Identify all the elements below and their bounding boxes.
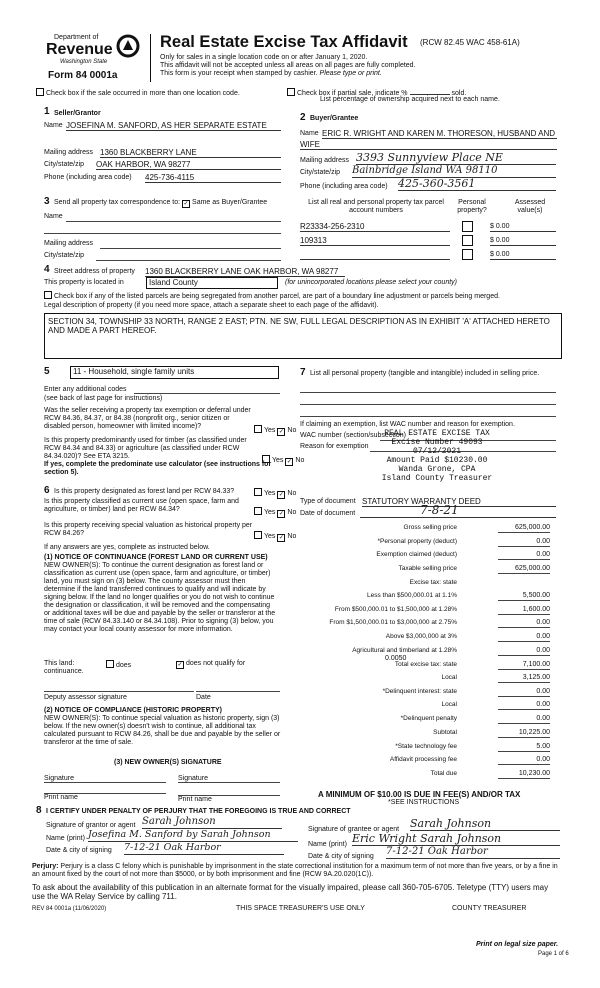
grantor-signature-label: Signature of grantor or agent — [46, 822, 136, 829]
exemption-no-checkbox[interactable]: ✓ — [278, 429, 284, 435]
grantee-date-label: Date & city of signing — [308, 853, 374, 860]
tax-row-value[interactable]: 0.00 — [498, 647, 550, 656]
parcel-number-field[interactable]: 109313 — [300, 236, 450, 246]
corr-city-label: City/state/zip — [44, 252, 85, 259]
seller-mailing-label: Mailing address — [44, 149, 94, 156]
personal-property-label: List all personal property (tangible and intangible) included in selling price. — [310, 370, 540, 377]
grantor-date-city-field[interactable]: 7-12-21 Oak Harbor — [124, 842, 284, 855]
stamp-line: Amount Paid $10230.00 — [386, 456, 488, 465]
exemption-question: Was the seller receiving a property tax exemption or deferral under RCW 84.36, 84.37, or 84.38 (nonprofit org., senior citizen or disabled person, homeowner with limited income)? — [44, 407, 251, 430]
signature-label: Signature — [44, 775, 74, 782]
personal-property-checkbox[interactable] — [462, 249, 473, 260]
note-1: Only for sales in a single location code on or after January 1, 2020. — [160, 54, 368, 61]
notice-continuance-title: (1) NOTICE OF CONTINUANCE (FOREST LAND OR CURRENT USE) — [44, 554, 268, 561]
wac-label: WAC number (section/subsection) — [300, 432, 406, 439]
current-use-question: Is this property classified as current use (open space, farm and agriculture, or timber) land per RCW 84.34? — [44, 498, 239, 513]
grantee-print-name-field[interactable]: Eric Wright Sarah Johnson — [352, 833, 560, 846]
segregated-checkbox[interactable] — [44, 291, 52, 299]
owner-signature-field[interactable] — [44, 782, 166, 783]
owner-print-name-field[interactable] — [178, 795, 280, 796]
tax-row-label: Total due — [430, 770, 457, 777]
corr-mailing-label: Mailing address — [44, 240, 94, 247]
no-label: No — [287, 490, 297, 497]
grantor-date-label: Date & city of signing — [46, 847, 112, 854]
perjury-bold: Perjury: — [32, 863, 59, 870]
buyer-city-label: City/state/zip — [300, 169, 341, 176]
seller-name-label: Name — [44, 122, 63, 129]
tax-row-label: *Delinquent penalty — [400, 715, 457, 722]
tax-row-label: Local — [441, 674, 457, 681]
no-label: No — [295, 457, 305, 464]
stamp-line: 07/12/2021 — [412, 447, 461, 456]
tax-row-label: From $500,000.01 to $1,500,000 at 1.28% — [334, 606, 457, 613]
grantor-name-label: Name (print) — [46, 835, 85, 842]
treasurer-use-label: THIS SPACE TREASURER'S USE ONLY — [236, 905, 365, 912]
this-land-label: This land: — [44, 660, 75, 667]
predominate-use-note: If yes, complete the predominate use calculator (see instructions for section 5). — [44, 461, 272, 476]
buyer-mailing-label: Mailing address — [300, 157, 350, 164]
tax-row-label: Above $3,000,000 at 3% — [385, 633, 457, 640]
new-owner-signature-title: (3) NEW OWNER(S) SIGNATURE — [114, 759, 222, 766]
tax-row-value[interactable]: 0.00 — [498, 688, 550, 697]
reason-label: Reason for exemption — [300, 443, 369, 450]
same-as-buyer-checkbox[interactable]: ✓ — [183, 201, 189, 207]
owner-signature-field[interactable] — [178, 782, 280, 783]
page-number: Page 1 of 6 — [538, 951, 569, 957]
no-label: No — [287, 427, 297, 434]
corr-city-field[interactable] — [96, 260, 281, 261]
personal-property-field[interactable] — [300, 392, 556, 393]
exemption-yes-checkbox[interactable] — [254, 425, 262, 433]
grantee-signature-label: Signature of grantee or agent — [308, 826, 400, 833]
dept-line2: Revenue — [46, 41, 113, 58]
signature-label: Signature — [178, 775, 208, 782]
buyer-name-field[interactable]: ERIC R. WRIGHT AND KAREN M. THORESON, HUSBAND AND — [322, 129, 556, 138]
tax-row-label: *Personal property (deduct) — [377, 538, 457, 545]
seller-city-field[interactable]: OAK HARBOR, WA 98277 — [96, 160, 281, 170]
parcel-number-field[interactable] — [300, 250, 450, 260]
tax-row-value[interactable]: 0.00 — [498, 715, 550, 724]
tax-row-value[interactable]: 5.00 — [498, 743, 550, 752]
dor-logo — [40, 34, 145, 82]
answers-note: If any answers are yes, complete as instructed below. — [44, 544, 210, 551]
tax-row-value[interactable]: 625,000.00 — [498, 565, 550, 574]
print-name-label: Print name — [44, 794, 78, 801]
stamp-line: Excise Number 49093 — [391, 438, 483, 447]
no-label: No — [287, 533, 297, 540]
seller-city-label: City/state/zip — [44, 161, 85, 168]
timber-question: Is this property predominantly used for timber (as classified under RCW 84.34 and 84.33) or agriculture (as classified under RCW 84.34.020)? See ETA 3215. — [44, 437, 247, 460]
buyer-name-line2[interactable]: WIFE — [300, 140, 557, 150]
timber-no-checkbox[interactable]: ✓ — [286, 459, 292, 465]
form-number: Form 84 0001a — [48, 70, 118, 81]
grantee-name-label: Name (print) — [308, 841, 347, 848]
doc-type-field[interactable]: STATUTORY WARRANTY DEED — [362, 497, 556, 507]
rcw-citation: (RCW 82.45 WAC 458-61A) — [420, 38, 520, 47]
tax-row-value[interactable]: 0.00 — [498, 633, 550, 642]
legal-size-note: Print on legal size paper. — [476, 941, 559, 948]
ownership-note: List percentage of ownership acquired next to each name. — [320, 96, 500, 103]
forest-yes-checkbox[interactable] — [254, 488, 262, 496]
tax-row-value[interactable]: 1,600.00 — [498, 606, 550, 615]
land-does-checkbox[interactable] — [106, 660, 114, 668]
grantor-print-name-field[interactable]: Josefina M. Sanford by Sarah Johnson — [88, 829, 298, 842]
correspondence-label: Send all property tax correspondence to: — [54, 199, 181, 206]
deputy-label: Deputy assessor signature — [44, 694, 127, 701]
dept-line3: Washington State — [60, 59, 108, 65]
legal-label: Legal description of property (if you need more space, attach a separate sheet to each page of the affidavit). — [44, 302, 379, 309]
tax-row-label: Total excise tax: state — [394, 661, 457, 668]
seller-heading: Seller/Grantor — [54, 110, 101, 117]
notice-compliance-title: (2) NOTICE OF COMPLIANCE (HISTORIC PROPERTY) — [44, 707, 222, 714]
notice-compliance-text: NEW OWNER(S): To continue special valuation as historic property, sign (3) below. If the new owner(s) doesn't wish to continue, all additional tax calculated pursuant to RCW 84.26, shall be due and payable by the seller or transferor at the time of sale. — [44, 715, 281, 746]
does-not-label: does not qualify for — [186, 660, 246, 667]
doc-date-label: Date of document — [300, 510, 356, 517]
tax-row-value[interactable]: 0.00 — [498, 619, 550, 628]
revision-label: REV 84 0001a (11/06/2020) — [32, 906, 107, 912]
tax-row-label: Exemption claimed (deduct) — [376, 551, 457, 558]
personal-property-checkbox[interactable] — [462, 235, 473, 246]
tax-row-label: Affidavit processing fee — [389, 756, 457, 763]
certify-statement: I CERTIFY UNDER PENALTY OF PERJURY THAT THE FOREGOING IS TRUE AND CORRECT — [46, 808, 351, 815]
multi-location-label: Check box if the sale occurred in more than one location code. — [46, 90, 240, 97]
corr-mailing-field[interactable] — [100, 248, 281, 249]
yes-label: Yes — [264, 509, 276, 516]
perjury-text: Perjury is a class C felony which is punishable by imprisonment in the state correctional institution for a maximum term of not more than five years, or by a fine in an amount fixed by the court of not more than $5000, or by both imprisonment and fine (RCW 9A.20.020(1C)). — [32, 863, 558, 878]
date-label: Date — [196, 694, 211, 701]
forest-no-checkbox[interactable]: ✓ — [278, 492, 284, 498]
tax-row-value[interactable]: 0.00 — [498, 551, 550, 560]
stamp-line: REAL ESTATE EXCISE TAX — [384, 429, 490, 438]
seller-mailing-field[interactable]: 1360 BLACKBERRY LANE — [100, 148, 281, 158]
personal-property-checkbox[interactable] — [462, 221, 473, 232]
buyer-heading: Buyer/Grantee — [310, 115, 359, 122]
grantee-signature-field[interactable]: Sarah Johnson — [410, 818, 560, 831]
parcel-number-field[interactable]: R23334-256-2310 — [300, 222, 450, 232]
stamp-line: Wanda Grone, CPA — [398, 465, 476, 474]
page-title: Real Estate Excise Tax Affidavit — [160, 33, 408, 51]
tax-row-label: Gross selling price — [403, 524, 457, 531]
historic-question: Is this property receiving special valuation as historical property per RCW 84.26? — [44, 522, 253, 537]
buyer-mailing-field[interactable]: 3393 Sunnyview Place NE — [356, 152, 556, 165]
dor-emblem-icon — [116, 34, 140, 63]
land-does-not-checkbox[interactable]: ✓ — [177, 662, 183, 668]
minimum-fee-note: A MINIMUM OF $10.00 IS DUE IN FEE(S) AND/OR TAX — [318, 790, 521, 799]
stamp-line: Island County Treasurer — [381, 474, 493, 483]
tax-row-label: *Delinquent interest: state — [382, 688, 457, 695]
additional-codes-field[interactable] — [134, 393, 280, 394]
tax-row-label: Excise tax: state — [409, 579, 457, 586]
yes-label: Yes — [264, 490, 276, 497]
tax-row-value[interactable]: 0.00 — [498, 538, 550, 547]
note-2: This affidavit will not be accepted unless all areas on all pages are fully completed. — [160, 62, 416, 69]
tax-row-label: From $1,500,000.01 to $3,000,000 at 2.75% — [329, 619, 457, 626]
tax-row-value[interactable]: 3,125.00 — [498, 674, 550, 683]
notice-continuance-text: NEW OWNER(S): To continue the current designation as forest land or classification as current use (open space, farm and agriculture, or timber) land, you must sign on (3) below. The county assessor must then determine if the land transferred continues to qualify and will indicate by signing below. If the land no longer qualifies or you do not wish to continue the designation or classification, it will be removed and the compensating or additional taxes will be due and payable by the seller or transferor at the time of sale (RCW 84.33.140 or 84.34.108). Prior to signing (3) below, you may contact your local county assessor for more information. — [44, 562, 276, 633]
additional-codes-label: Enter any additional codes — [44, 386, 127, 393]
assessed-value-field[interactable]: $ 0.00 — [490, 223, 556, 232]
note-3b: Please type or print. — [319, 70, 382, 77]
land-use-code-select[interactable]: 11 - Household, single family units — [70, 366, 279, 379]
perjury-statement — [32, 863, 562, 879]
tax-row-value[interactable]: 7,100.00 — [498, 661, 550, 670]
yes-label: Yes — [264, 427, 276, 434]
tax-row-label: Taxable selling price — [398, 565, 457, 572]
current-use-no-checkbox[interactable]: ✓ — [278, 511, 284, 517]
legal-description-field[interactable]: SECTION 34, TOWNSHIP 33 NORTH, RANGE 2 EAST; PTN. NE SW, FULL LEGAL DESCRIPTION AS IN EXHIBIT 'A' ATTACHED HERETO AND MADE A PART HEREOF. — [44, 313, 562, 359]
see-instructions-note: *SEE INSTRUCTIONS — [388, 799, 460, 806]
corr-name-field[interactable] — [66, 221, 281, 222]
seller-phone-field[interactable]: 425-736-4115 — [145, 173, 281, 183]
assessed-value-field[interactable]: $ 0.00 — [490, 251, 556, 260]
historic-no-checkbox[interactable]: ✓ — [278, 535, 284, 541]
tax-row-label: Agricultural and timberland at 1.28% — [352, 647, 457, 654]
grantee-date-city-field[interactable]: 7-12-21 Oak Harbor — [386, 846, 560, 859]
yes-label: Yes — [272, 457, 284, 464]
multi-location-checkbox[interactable] — [36, 88, 44, 96]
tax-row-value[interactable]: 10,230.00 — [498, 770, 550, 779]
parcel-col-header: List all real and personal property tax parcel account numbers — [308, 199, 444, 214]
codes-note: (see back of last page for instructions) — [44, 395, 163, 402]
located-note: (for unincorporated locations please select your county) — [285, 279, 457, 286]
buyer-city-field[interactable]: Bainbridge Island WA 98110 — [352, 165, 556, 178]
owner-print-name-field[interactable] — [44, 793, 166, 794]
no-label: No — [287, 509, 297, 516]
does-label: does — [116, 662, 132, 669]
buyer-phone-field[interactable]: 425-360-3561 — [398, 178, 556, 191]
seller-phone-label: Phone (including area code) — [44, 174, 132, 181]
buyer-name-label: Name — [300, 130, 319, 137]
treasurer-stamp — [372, 429, 502, 483]
note-3: This form is your receipt when stamped by cashier. — [160, 70, 318, 77]
yes-label: Yes — [264, 533, 276, 540]
current-use-yes-checkbox[interactable] — [254, 507, 262, 515]
seller-name-field[interactable]: JOSEFINA M. SANFORD, AS HER SEPARATE ESTATE — [66, 121, 281, 131]
personal-col-header: Personal property? — [457, 199, 487, 214]
tax-row-label: Subtotal — [433, 729, 457, 736]
buyer-phone-label: Phone (including area code) — [300, 183, 388, 190]
doc-type-label: Type of document — [300, 498, 356, 505]
tax-row-value[interactable]: 0.00 — [498, 701, 550, 710]
partial-sale-percent-field[interactable] — [410, 94, 450, 95]
exemption-note: If claiming an exemption, list WAC number and reason for exemption. — [300, 421, 515, 428]
tax-row-value[interactable]: 0.00 — [498, 756, 550, 765]
accessibility-note: To ask about the availability of this publication in an alternate format for the visually impaired, please call 360-705-6705. Teletype (TTY) users may use the WA Relay Service by calling 711. — [32, 883, 549, 901]
located-label: This property is located in — [44, 279, 124, 286]
street-label: Street address of property — [54, 268, 135, 275]
dept-line1: Department of — [54, 34, 99, 41]
street-address-field[interactable]: 1360 BLACKBERRY LANE OAK HARBOR, WA 98277 — [145, 267, 345, 277]
doc-date-field[interactable]: 7-8-21 — [360, 503, 556, 518]
sold-label: sold. — [451, 90, 467, 97]
county-select[interactable]: Island County — [146, 277, 278, 289]
assessed-col-header: Assessed value(s) — [514, 199, 546, 214]
partial-sale-checkbox[interactable] — [287, 88, 295, 96]
partial-sale-label: Check box if partial sale, indicate % — [297, 90, 408, 97]
tax-row-label: Local — [441, 701, 457, 708]
tax-row-value[interactable]: 625,000.00 — [498, 524, 550, 533]
same-as-buyer-label: Same as Buyer/Grantee — [192, 199, 268, 206]
continuance-label: continuance. — [44, 668, 84, 675]
local-rate-value: 0.0050 — [385, 655, 407, 662]
tax-row-label: Less than $500,000.01 at 1.1% — [367, 592, 457, 599]
grantor-signature-field[interactable]: Sarah Johnson — [142, 816, 282, 829]
segregated-label: Check box if any of the listed parcels are being segregated from another parcel, are part of a boundary line adjustment or parcels being merged. — [54, 293, 500, 300]
print-name-label: Print name — [178, 796, 212, 803]
tax-row-label: *State technology fee — [395, 743, 457, 750]
assessed-value-field[interactable]: $ 0.00 — [490, 237, 556, 246]
forest-question: Is this property designated as forest land per RCW 84.33? — [54, 488, 235, 495]
deputy-signature-field[interactable] — [44, 691, 194, 692]
tax-row-value[interactable]: 5,500.00 — [498, 592, 550, 601]
corr-name-label: Name — [44, 213, 63, 220]
tax-row-value[interactable]: 10,225.00 — [498, 729, 550, 738]
county-treasurer-label: COUNTY TREASURER — [452, 905, 527, 912]
